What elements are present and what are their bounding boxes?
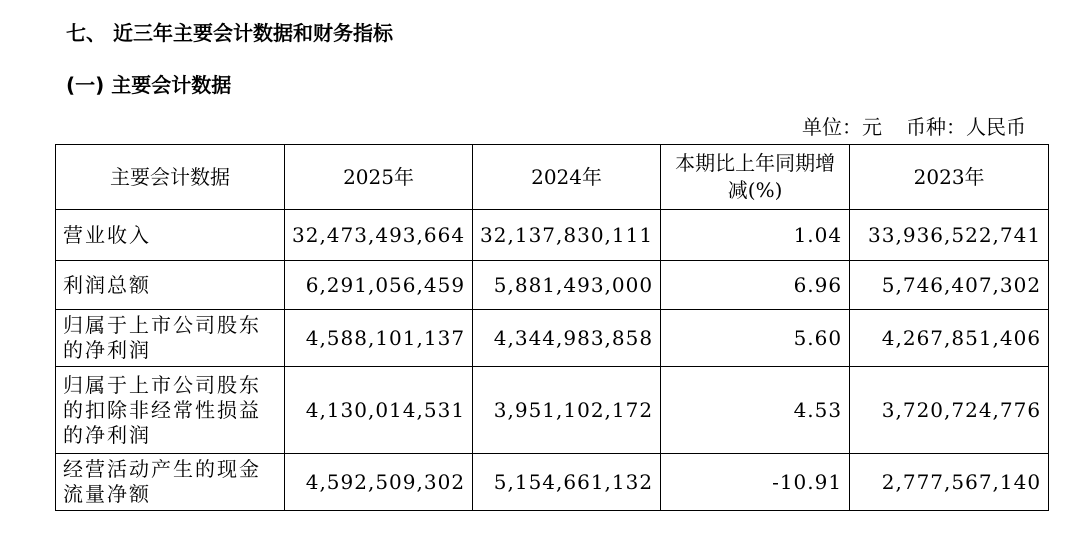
- header-2024: 2024年: [473, 145, 661, 210]
- cell-2024: 3,951,102,172: [473, 367, 661, 454]
- row-label: 归属于上市公司股东的扣除非经常性损益的净利润: [56, 367, 285, 454]
- header-item: 主要会计数据: [56, 145, 285, 210]
- cell-2023: 5,746,407,302: [850, 261, 1049, 310]
- row-label: 利润总额: [56, 261, 285, 310]
- cell-change: -10.91: [661, 454, 850, 511]
- table-header-row: [56, 145, 1049, 210]
- cell-2025: 32,473,493,664: [285, 210, 473, 261]
- row-label: 营业收入: [56, 210, 285, 261]
- table-row: [56, 210, 1049, 261]
- header-2023: 2023年: [850, 145, 1049, 210]
- table-row: [56, 310, 1049, 367]
- cell-2023: 33,936,522,741: [850, 210, 1049, 261]
- table-row: [56, 454, 1049, 511]
- header-2025: 2025年: [285, 145, 473, 210]
- cell-2025: 4,592,509,302: [285, 454, 473, 511]
- row-label: 经营活动产生的现金流量净额: [56, 454, 285, 511]
- cell-change: 4.53: [661, 367, 850, 454]
- table-row: [56, 261, 1049, 310]
- accounting-data-table: [55, 144, 1049, 511]
- unit-label: 单位：元: [802, 115, 882, 139]
- section-title: 七、 近三年主要会计数据和财务指标: [66, 21, 393, 45]
- table-row: [56, 367, 1049, 454]
- cell-change: 5.60: [661, 310, 850, 367]
- cell-change: 6.96: [661, 261, 850, 310]
- cell-2025: 4,588,101,137: [285, 310, 473, 367]
- cell-2024: 5,881,493,000: [473, 261, 661, 310]
- header-change: 本期比上年同期增减(%): [661, 145, 850, 210]
- row-label: 归属于上市公司股东的净利润: [56, 310, 285, 367]
- sub-title: (一) 主要会计数据: [66, 73, 232, 97]
- cell-2025: 4,130,014,531: [285, 367, 473, 454]
- currency-label: 币种：人民币: [906, 115, 1026, 139]
- cell-2024: 32,137,830,111: [473, 210, 661, 261]
- cell-2025: 6,291,056,459: [285, 261, 473, 310]
- cell-2024: 4,344,983,858: [473, 310, 661, 367]
- cell-2024: 5,154,661,132: [473, 454, 661, 511]
- cell-2023: 3,720,724,776: [850, 367, 1049, 454]
- cell-2023: 4,267,851,406: [850, 310, 1049, 367]
- cell-change: 1.04: [661, 210, 850, 261]
- unit-line: [802, 112, 1026, 142]
- cell-2023: 2,777,567,140: [850, 454, 1049, 511]
